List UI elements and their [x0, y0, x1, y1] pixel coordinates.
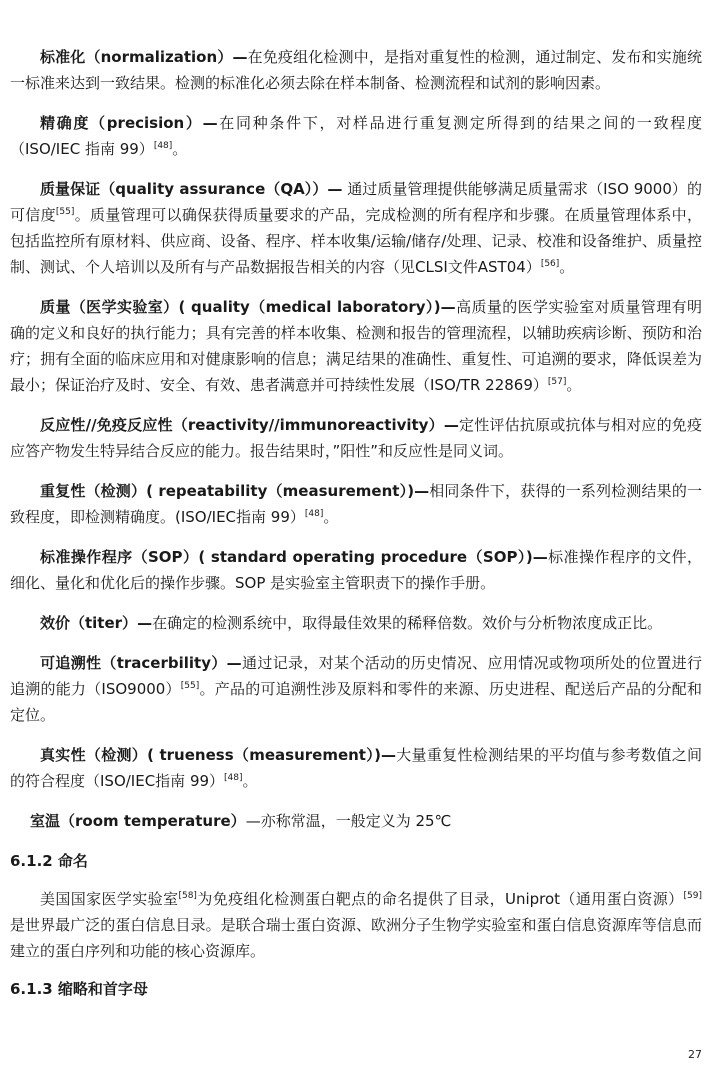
section-heading-abbreviations: 6.1.3 缩略和首字母	[10, 980, 148, 998]
dash: —	[245, 812, 261, 830]
definition-tail: 。	[242, 772, 258, 790]
term: 标准化（normalization）	[40, 48, 233, 66]
definition-room-temperature	[10, 808, 702, 834]
definition-text: 定性评估抗原或抗体与相对应的免疫应答产物发生特异结合反应的能力。报告结果时，”阳性”和反应性是同义词。	[10, 416, 702, 460]
dash: —	[532, 548, 548, 566]
definition-text: 在免疫组化检测中，是指对重复性的检测，通过制定、发布和实施统一标准来达到一致结果。检测的标准化必须去除在样本制备、检测流程和试剂的影响因素。	[10, 48, 702, 92]
dash: —	[226, 654, 242, 672]
term: 效价（titer）	[40, 614, 138, 632]
term: 可追溯性（tracerbility）	[40, 654, 227, 672]
citation: [48]	[153, 141, 173, 151]
definition-tail: 。质量管理可以确保获得质量要求的产品，完成检测的所有程序和步骤。在质量管理体系中，包括监控所有原材料、供应商、设备、程序、样本收集/运输/储存/处理、记录、校准和设备维护、质量控制、测试、个人培训以及所有与产品数据报告相关的内容（见CLSI文件AST04）	[10, 206, 702, 276]
document-page	[10, 44, 702, 1014]
definition-text: 通过记录，对某个活动的历史情况、应用情况或物项所处的位置进行追溯的能力（ISO9000）	[10, 654, 702, 698]
definition-traceability	[10, 650, 702, 728]
definition-precision	[10, 110, 702, 162]
definition-text: 标准操作程序的文件，细化、量化和优化后的操作步骤。SOP 是实验室主管职责下的操作手册。	[10, 548, 702, 592]
citation: [55]	[180, 681, 200, 691]
citation: [58]	[178, 891, 197, 901]
definition-reactivity	[10, 412, 702, 464]
section-heading-naming: 6.1.2 命名	[10, 852, 88, 870]
dash: —	[232, 48, 248, 66]
definition-text: 通过质量管理提供能够满足质量需求（ISO 9000）的可信度	[10, 180, 702, 224]
dash: —	[380, 746, 396, 764]
dash: —	[327, 180, 343, 198]
term: 标准操作程序（SOP）( standard operating procedure（SOP）)	[40, 548, 533, 566]
dash: —	[137, 614, 153, 632]
page-number: 27	[688, 1048, 702, 1061]
term: 反应性//免疫反应性（reactivity//immunoreactivity）	[40, 416, 444, 434]
citation: [56]	[540, 259, 560, 269]
definition-quality-medical-laboratory	[10, 294, 702, 398]
dash: —	[414, 482, 430, 500]
definition-text: 相同条件下，获得的一系列检测结果的一致程度，即检测精确度。(ISO/IEC指南 99）	[10, 482, 702, 526]
definition-text: 大量重复性检测结果的平均值与参考数值之间的符合程度（ISO/IEC指南 99）	[10, 746, 702, 790]
definition-titer	[10, 610, 702, 636]
definition-tail: 。	[323, 508, 339, 526]
definition-quality-assurance	[10, 176, 702, 280]
citation: [48]	[304, 509, 324, 519]
term: 精确度（precision）	[40, 114, 203, 132]
citation: [55]	[55, 207, 75, 217]
term: 质量保证（quality assurance（QA））	[40, 180, 328, 198]
definition-text: 高质量的医学实验室对质量管理有明确的定义和良好的执行能力；具有完善的样本收集、检测和报告的管理流程，以辅助疾病诊断、预防和治疗；拥有全面的临床应用和对健康影响的信息；满足结果的准确性、重复性、可追溯的要求，降低误差为最小；保证治疗及时、安全、有效、患者满意并可持续性发展（ISO/TR 22869）	[10, 298, 702, 394]
definition-tail: 。产品的可追溯性涉及原料和零件的来源、历史进程、配送后产品的分配和定位。	[10, 680, 702, 724]
term: 室温（room temperature）	[30, 812, 246, 830]
definition-normalization	[10, 44, 702, 96]
term: 质量（医学实验室）( quality（medical laboratory）)	[40, 298, 441, 316]
paragraph-text: 是世界最广泛的蛋白信息目录。是联合瑞士蛋白资源、欧洲分子生物学实验室和蛋白信息资源库等信息而建立的蛋白序列和功能的核心资源库。	[10, 916, 702, 960]
definition-tail: 。	[566, 376, 582, 394]
definition-repeatability	[10, 478, 702, 530]
dash: —	[440, 298, 456, 316]
definition-text: 在确定的检测系统中，取得最佳效果的稀释倍数。效价与分析物浓度成正比。	[152, 614, 663, 632]
dash: —	[202, 114, 218, 132]
citation: [48]	[224, 773, 243, 783]
dash: —	[443, 416, 459, 434]
definition-trueness	[10, 742, 702, 794]
definition-sop	[10, 544, 702, 596]
citation: [57]	[547, 377, 567, 387]
term: 重复性（检测）( repeatability（measurement）)	[40, 482, 415, 500]
definition-text: 在同种条件下，对样品进行重复测定所得到的结果之间的一致程度（ISO/IEC 指南 99）	[10, 114, 702, 158]
paragraph-text: 为免疫组化检测蛋白靶点的命名提供了目录，Uniprot（通用蛋白资源）	[196, 890, 684, 908]
term: 真实性（检测）( trueness（measurement）)	[40, 746, 381, 764]
paragraph-text: 美国国家医学实验室	[40, 890, 179, 908]
naming-paragraph	[10, 886, 702, 964]
definition-tail: 。	[172, 140, 188, 158]
definition-tail: 。	[559, 258, 575, 276]
citation: [59]	[683, 891, 702, 901]
definition-text: 亦称常温，一般定义为 25℃	[260, 812, 452, 830]
